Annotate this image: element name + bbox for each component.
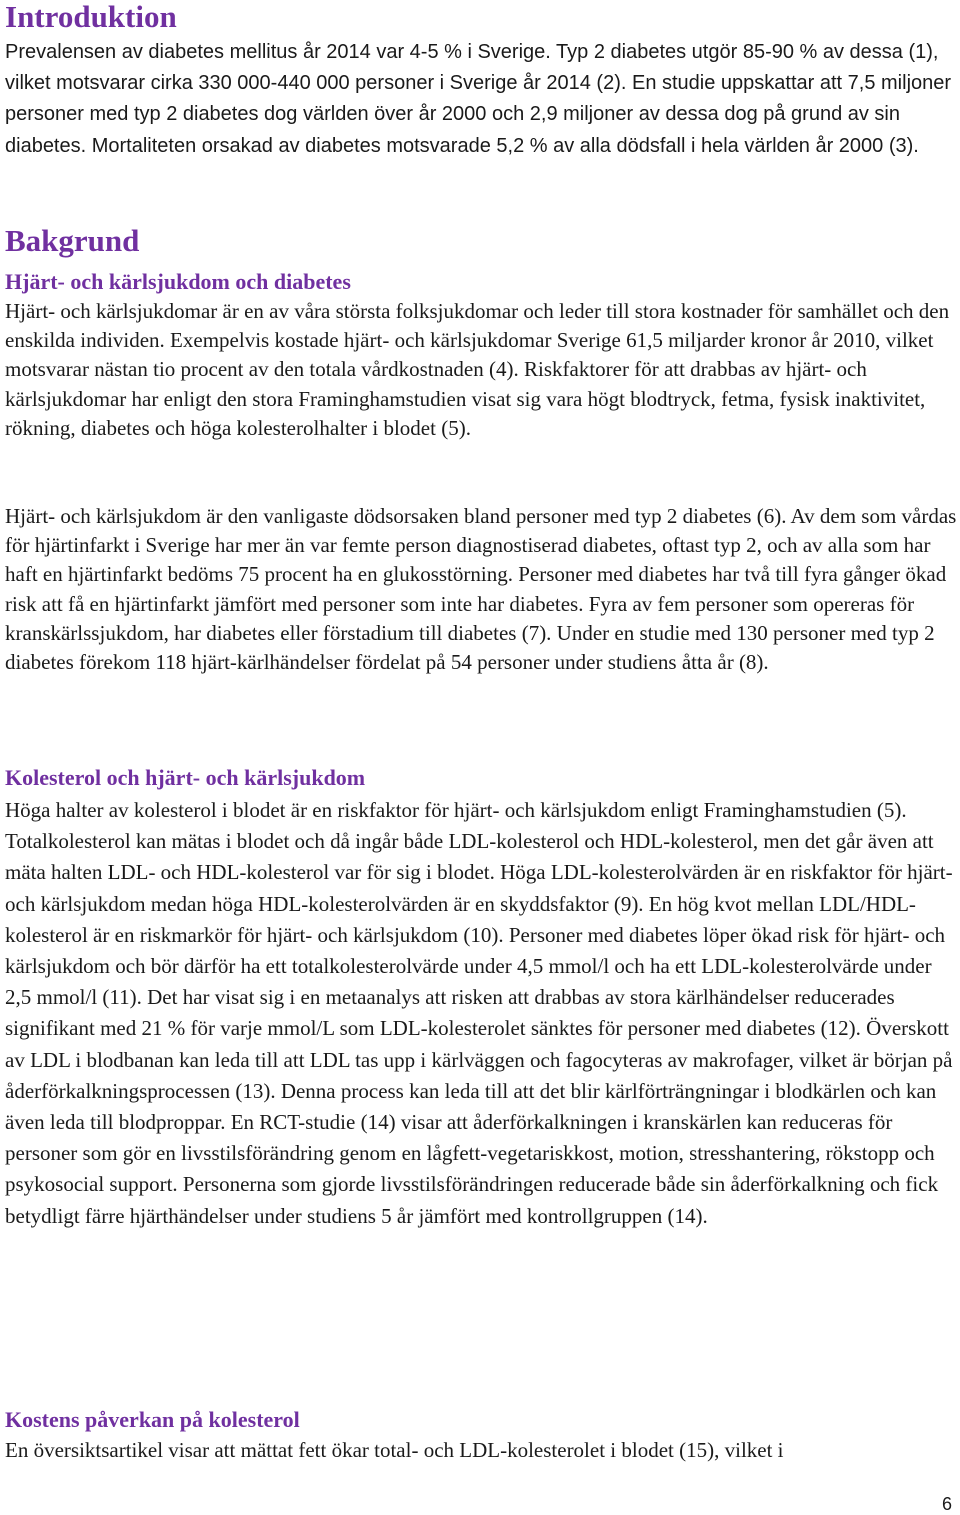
- diet-paragraph: En översiktsartikel visar att mättat fett ökar total- och LDL-kolesterolet i blodet (15), vilket i: [5, 1438, 784, 1462]
- intro-paragraph: Prevalensen av diabetes mellitus år 2014 var 4-5 % i Sverige. Typ 2 diabetes utgör 85-90 % av dessa (1), vilket motsvarar cirka 330 000-440 000 personer i Sverige år 2014 (2). En studie uppskattar att 7,5 miljoner personer med typ 2 diabetes dog världen över år 2000 och 2,9 miljoner av dessa dog på grund av sin diabetes. Mortaliteten orsakad av diabetes motsvarade 5,2 % av alla dödsfall i hela världen år 2000 (3).: [5, 41, 952, 157]
- heart-disease-heading: Hjärt- och kärlsjukdom och diabetes: [5, 269, 351, 294]
- background-heading: Bakgrund: [5, 223, 140, 258]
- cholesterol-heading: Kolesterol och hjärt- och kärlsjukdom: [5, 765, 366, 790]
- heart-disease-paragraph-1: Hjärt- och kärlsjukdomar är en av våra största folksjukdomar och leder till stora kostnader för samhället och den enskilda individen. Exempelvis kostade hjärt- och kärlsjukdomar Sverige 61,5 miljarder kronor år 2010, vilket motsvarar nästan tio procent av den totala vårdkostnaden (4). Riskfaktorer för att drabbas av hjärt- och kärlsjukdomar har enligt den stora Framinghamstudien visat sig vara högt blodtryck, fetma, fysisk inaktivitet, rökning, diabetes och höga kolesterolhalter i blodet (5).: [5, 299, 950, 440]
- page-number: 6: [941, 1494, 952, 1514]
- heart-disease-paragraph-2: Hjärt- och kärlsjukdom är den vanligaste dödsorsaken bland personer med typ 2 diabetes (6). Av dem som vårdas för hjärtinfarkt i Sverige har mer än var femte person diagnostiserad diabetes, oftast typ 2, och av alla som har haft en hjärtinfarkt bedöms 75 procent ha en glukosstörning. Personer med diabetes har två till fyra gånger ökad risk att få en hjärtinfarkt jämfört med personer som inte har diabetes. Fyra av fem personer som opereras för kranskärlssjukdom, har diabetes eller förstadium till diabetes (7). Under en studie med 130 personer med typ 2 diabetes förekom 118 hjärt-kärlhändelser fördelat på 54 personer under studiens åtta år (8).: [5, 504, 957, 675]
- intro-heading: Introduktion: [5, 0, 177, 34]
- diet-heading: Kostens påverkan på kolesterol: [5, 1407, 300, 1432]
- cholesterol-paragraph: Höga halter av kolesterol i blodet är en riskfaktor för hjärt- och kärlsjukdom enligt Framinghamstudien (5). Totalkolesterol kan mätas i blodet och då ingår både LDL-kolesterol och HDL-kolesterol, men det går även att mäta halten LDL- och HDL-kolesterol var för sig i blodet. Höga LDL-kolesterolvärden är en riskfaktor för hjärt- och kärlsjukdom medan höga HDL-kolesterolvärden är en skyddsfaktor (9). En hög kvot mellan LDL/HDL-kolesterol är en riskmarkör för hjärt- och kärlsjukdom (10). Personer med diabetes löper ökad risk för hjärt- och kärlsjukdom och bör därför ha ett totalkolesterolvärde under 4,5 mmol/l och ha ett LDL-kolesterolvärde under 2,5 mmol/l (11). Det har visat sig i en metaanalys att risken att drabbas av stora kärlhändelser reducerades signifikant med 21 % för varje mmol/L som LDL-kolesterolet sänktes för personer med diabetes (12). Överskott av LDL i blodbanan kan leda till att LDL tas upp i kärlväggen och fagocyteras av makrofager, vilket är början på åderförkalkningsprocessen (13). Denna process kan leda till att det blir kärlförträngningar i blodkärlen och kan även leda till blodproppar. En RCT-studie (14) visar att åderförkalkningen i kranskärlen kan reduceras för personer som gör en livsstilsförändring genom en lågfett-vegetariskkost, motion, stresshantering, rökstopp och psykosocial support. Personerna som gjorde livsstilsförändringen reducerade både sin åderförkalkning och fick betydligt färre hjärthändelser under studiens 5 år jämfört med kontrollgruppen (14).: [5, 798, 953, 1228]
